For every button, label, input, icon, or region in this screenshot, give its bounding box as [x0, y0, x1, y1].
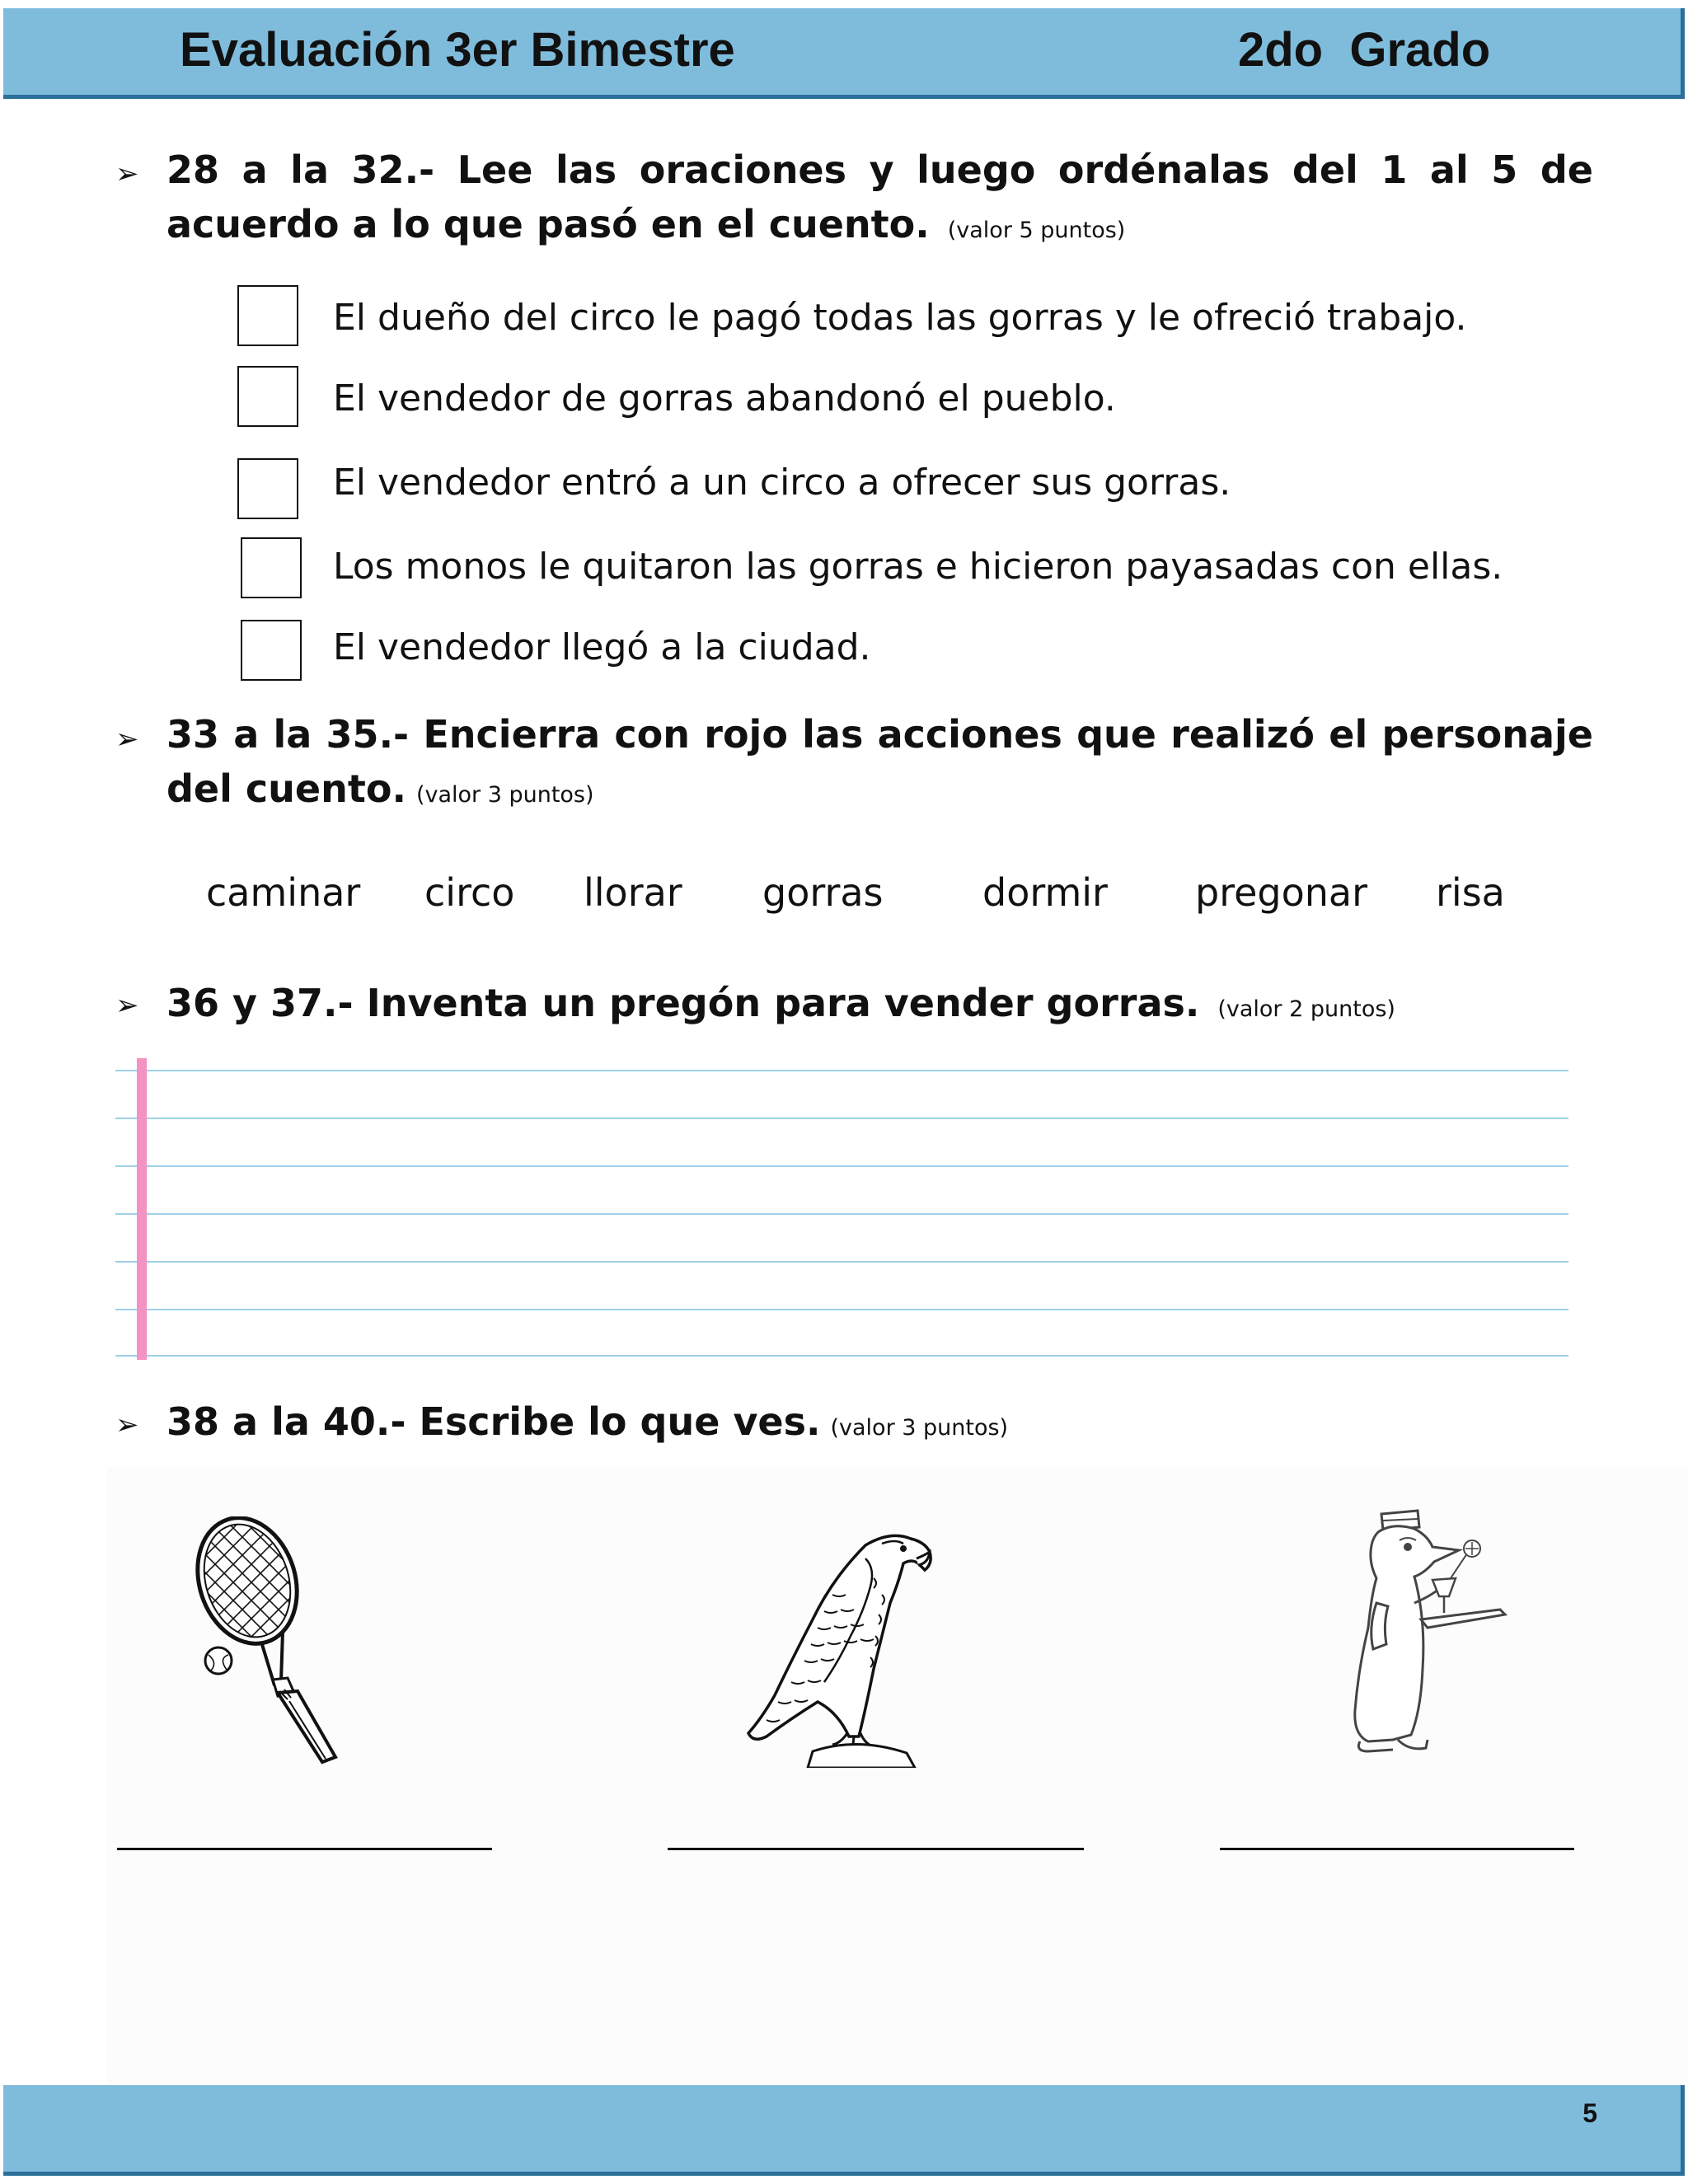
- order-item: [237, 458, 1597, 524]
- question-value: (valor 2 puntos): [1217, 996, 1395, 1022]
- answer-line-1[interactable]: [117, 1848, 492, 1850]
- order-number-box[interactable]: [241, 620, 302, 681]
- order-item: [237, 366, 1597, 432]
- bullet-arrow-icon: ➢: [115, 989, 139, 1022]
- order-sentence: El vendedor entró a un circo a ofrecer sus gorras.: [333, 462, 1231, 504]
- word-option[interactable]: caminar: [206, 870, 361, 915]
- writing-area[interactable]: [115, 1058, 1568, 1360]
- question-prompt: 36 y 37.- Inventa un pregón para vender gorras.: [166, 981, 1200, 1025]
- penguin-waiter-icon: [1335, 1504, 1533, 1768]
- question-36-37: [166, 976, 1593, 1037]
- question-prompt: 38 a la 40.- Escribe lo que ves.: [166, 1399, 821, 1444]
- order-number-box[interactable]: [237, 366, 298, 427]
- order-number-box[interactable]: [237, 285, 298, 346]
- question-value: (valor 3 puntos): [830, 1415, 1009, 1441]
- ruled-line: [115, 1118, 1568, 1119]
- question-28-32: [166, 143, 1593, 258]
- page-title: Evaluación 3er Bimestre: [180, 23, 735, 77]
- question-33-35: [166, 707, 1593, 823]
- footer-bar: [3, 2085, 1685, 2176]
- order-item: [237, 620, 1597, 686]
- order-sentence: El dueño del circo le pagó todas las gorras y le ofreció trabajo.: [333, 297, 1467, 339]
- order-item: [237, 285, 1597, 351]
- bullet-arrow-icon: ➢: [115, 1408, 139, 1441]
- eagle-icon: [742, 1521, 964, 1768]
- ruled-line: [115, 1213, 1568, 1215]
- question-prompt: 28 a la 32.- Lee las oraciones y luego ordénalas del 1 al 5 de acuerdo a lo que pasó en el cuento.: [166, 148, 1593, 246]
- question-38-40: [166, 1394, 1593, 1455]
- bullet-arrow-icon: ➢: [115, 723, 139, 756]
- order-item: [237, 537, 1597, 603]
- order-sentence: Los monos le quitaron las gorras e hicieron payasadas con ellas.: [333, 546, 1503, 588]
- bullet-arrow-icon: ➢: [115, 157, 139, 190]
- answer-line-3[interactable]: [1220, 1848, 1574, 1850]
- word-option[interactable]: pregonar: [1195, 870, 1367, 915]
- grade-label: 2do Grado: [1238, 23, 1491, 77]
- ruled-line: [115, 1309, 1568, 1310]
- page-number: 5: [1582, 2098, 1597, 2128]
- word-option[interactable]: circo: [424, 870, 515, 915]
- order-number-box[interactable]: [241, 537, 302, 598]
- order-sentence: El vendedor llegó a la ciudad.: [333, 626, 871, 668]
- order-sentence: El vendedor de gorras abandonó el pueblo.: [333, 377, 1116, 419]
- question-value: (valor 3 puntos): [415, 782, 594, 808]
- margin-line: [137, 1058, 147, 1360]
- question-prompt: 33 a la 35.- Encierra con rojo las acciones que realizó el personaje del cuento.: [166, 712, 1593, 811]
- ruled-line: [115, 1355, 1568, 1357]
- ruled-line: [115, 1165, 1568, 1167]
- order-number-box[interactable]: [237, 458, 298, 519]
- word-option[interactable]: llorar: [584, 870, 682, 915]
- word-option[interactable]: risa: [1436, 870, 1505, 915]
- answer-line-2[interactable]: [668, 1848, 1084, 1850]
- ruled-line: [115, 1261, 1568, 1263]
- word-option[interactable]: dormir: [982, 870, 1108, 915]
- ruled-line: [115, 1070, 1568, 1071]
- tennis-racket-icon: [185, 1516, 359, 1772]
- word-option[interactable]: gorras: [762, 870, 884, 915]
- question-value: (valor 5 puntos): [947, 218, 1126, 243]
